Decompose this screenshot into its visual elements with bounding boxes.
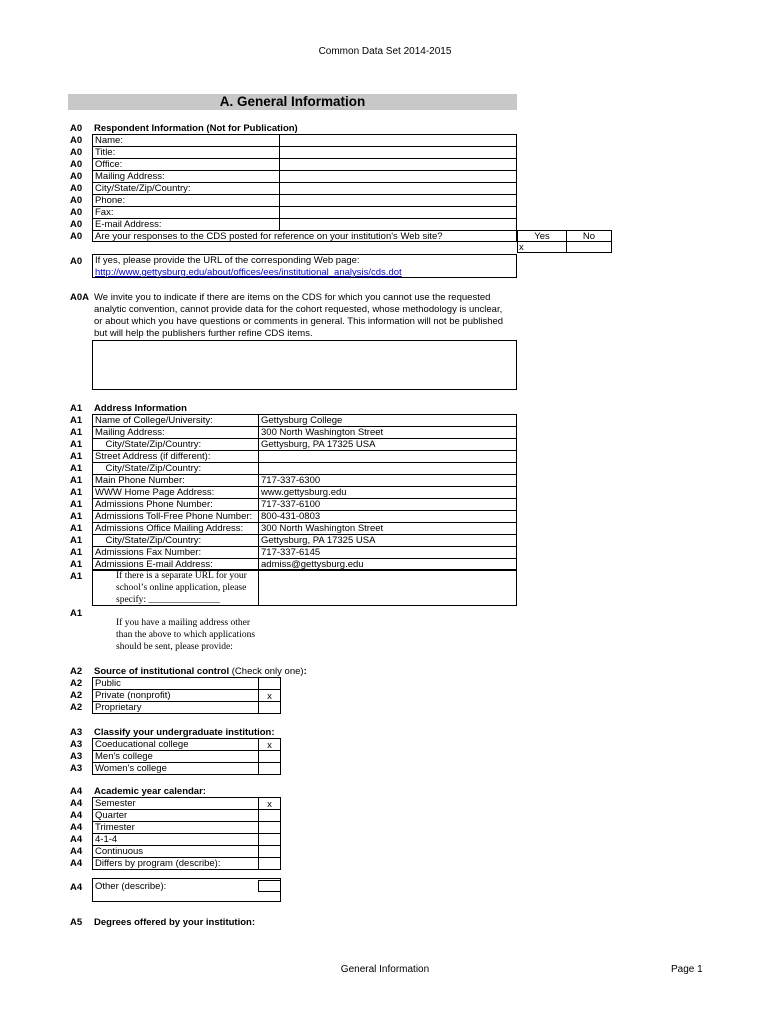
a1-code: A1 — [70, 535, 83, 546]
respondent-field-value[interactable] — [280, 147, 517, 159]
a1-code: A1 — [70, 487, 83, 498]
table-row — [93, 535, 517, 547]
a3-option-code: A3 — [70, 763, 83, 774]
address-field-label: Admissions E-mail Address: — [93, 559, 259, 571]
a2-option-checkbox[interactable] — [258, 701, 281, 714]
respondent-field-value[interactable] — [280, 135, 517, 147]
table-row — [93, 195, 517, 207]
a4-option-label: Continuous — [92, 845, 259, 858]
a3-option-code: A3 — [70, 739, 83, 750]
document-header: Common Data Set 2014-2015 — [318, 46, 452, 57]
online-line-1: If there is a separate URL for your — [116, 571, 247, 581]
url-prompt: If yes, please provide the URL of the corresponding Web page: — [95, 255, 360, 266]
a5-code: A5 — [70, 917, 83, 928]
a4-option-checkbox[interactable] — [258, 857, 281, 870]
a4-option-code: A4 — [70, 810, 83, 821]
a4-option-checkbox[interactable]: x — [258, 797, 281, 810]
section-title: A. General Information — [68, 94, 517, 110]
a0a-paragraph — [94, 292, 524, 340]
a0a-line-2: analytic convention, cannot provide data for the cohort requested, whose methodology is unclear, — [94, 304, 503, 315]
a0-code: A0 — [70, 207, 83, 218]
a2-heading-bold: Source of institutional control — [94, 666, 230, 677]
table-row — [93, 499, 517, 511]
table-row — [93, 547, 517, 559]
online-application-text — [116, 570, 247, 606]
respondent-field-label: City/State/Zip/Country: — [93, 183, 280, 195]
respondent-table — [92, 134, 517, 231]
a3-option-checkbox[interactable]: x — [258, 738, 281, 751]
a0-code: A0 — [70, 183, 83, 194]
online-line-3: specify: _______________ — [116, 595, 220, 605]
a1-code: A1 — [70, 439, 83, 450]
table-row — [93, 475, 517, 487]
a1-code: A1 — [70, 451, 83, 462]
table-row — [93, 451, 517, 463]
respondent-field-value[interactable] — [280, 183, 517, 195]
a1-heading: Address Information — [94, 403, 187, 414]
no-checkbox-cell[interactable] — [566, 241, 612, 253]
a1-code: A1 — [70, 559, 83, 570]
respondent-field-value[interactable] — [280, 171, 517, 183]
a1-code: A1 — [70, 523, 83, 534]
a1-code: A1 — [70, 511, 83, 522]
a4-other-code: A4 — [70, 882, 83, 893]
a0a-line-1: We invite you to indicate if there are items on the CDS for which you cannot use the requested — [94, 292, 491, 303]
a1-alt-code: A1 — [70, 608, 83, 619]
a0-code: A0 — [70, 135, 83, 146]
respondent-field-label: Title: — [93, 147, 280, 159]
table-row — [93, 219, 517, 231]
a4-option-label: Semester — [92, 797, 259, 810]
table-row — [93, 427, 517, 439]
table-row — [93, 415, 517, 427]
address-field-label: Street Address (if different): — [93, 451, 259, 463]
url-cell — [92, 254, 517, 278]
address-field-value[interactable]: 300 North Washington Street — [259, 427, 517, 439]
address-field-value[interactable]: Gettysburg, PA 17325 USA — [259, 439, 517, 451]
address-field-label: City/State/Zip/Country: — [93, 439, 259, 451]
address-field-value[interactable]: Gettysburg College — [259, 415, 517, 427]
a4-option-code: A4 — [70, 822, 83, 833]
a0-code: A0 — [70, 159, 83, 170]
respondent-field-label: Fax: — [93, 207, 280, 219]
address-field-value[interactable]: admiss@gettysburg.edu — [259, 559, 517, 571]
a4-option-label: Quarter — [92, 809, 259, 822]
a3-heading: Classify your undergraduate institution: — [94, 727, 275, 738]
respondent-field-value[interactable] — [280, 195, 517, 207]
a3-heading-code: A3 — [70, 727, 83, 738]
address-field-label: Name of College/University: — [93, 415, 259, 427]
address-field-value[interactable]: 717-337-6300 — [259, 475, 517, 487]
a1-code: A1 — [70, 415, 83, 426]
address-field-value[interactable]: Gettysburg, PA 17325 USA — [259, 535, 517, 547]
a1-code: A1 — [70, 427, 83, 438]
a0a-line-3: or about which you have questions or comments in general. This information will not be published — [94, 316, 504, 327]
a3-option-code: A3 — [70, 751, 83, 762]
address-table — [92, 414, 517, 571]
table-row — [93, 207, 517, 219]
a1-code: A1 — [70, 475, 83, 486]
respondent-field-label: Name: — [93, 135, 280, 147]
address-field-label: Main Phone Number: — [93, 475, 259, 487]
footer-page-number: Page 1 — [671, 964, 703, 975]
table-row — [93, 439, 517, 451]
alt-line-1: If you have a mailing address other — [116, 618, 251, 628]
table-row — [93, 135, 517, 147]
yes-header: Yes — [517, 230, 567, 242]
alt-address-text — [116, 617, 255, 653]
table-row — [93, 463, 517, 475]
a4-option-code: A4 — [70, 858, 83, 869]
a2-heading-colon: : — [303, 666, 307, 677]
address-field-value[interactable] — [259, 451, 517, 463]
yes-checkbox-cell[interactable]: x — [517, 241, 567, 253]
address-field-label: Admissions Phone Number: — [93, 499, 259, 511]
address-field-value[interactable]: 717-337-6100 — [259, 499, 517, 511]
table-row — [93, 523, 517, 535]
respondent-field-label: Office: — [93, 159, 280, 171]
a1-online-code: A1 — [70, 571, 83, 582]
a3-option-checkbox[interactable] — [258, 762, 281, 775]
address-field-value[interactable]: 300 North Washington Street — [259, 523, 517, 535]
a2-option-label: Private (nonprofit) — [92, 689, 259, 702]
table-row — [93, 171, 517, 183]
a0-code: A0 — [70, 147, 83, 158]
address-field-label: Mailing Address: — [93, 427, 259, 439]
a3-option-label: Women's college — [92, 762, 259, 775]
address-field-label: City/State/Zip/Country: — [93, 535, 259, 547]
a4-option-label: Trimester — [92, 821, 259, 834]
a2-heading-rest: (Check only one) — [229, 666, 304, 677]
a4-option-code: A4 — [70, 834, 83, 845]
respondent-field-value[interactable] — [280, 219, 517, 231]
a2-option-checkbox[interactable]: x — [258, 689, 281, 702]
alt-line-2: than the above to which applications — [116, 630, 256, 640]
a0-url-code: A0 — [70, 256, 83, 267]
address-field-label: City/State/Zip/Country: — [93, 463, 259, 475]
a5-heading: Degrees offered by your institution: — [94, 917, 255, 928]
address-field-label: Admissions Office Mailing Address: — [93, 523, 259, 535]
table-row — [93, 511, 517, 523]
a2-option-code: A2 — [70, 678, 83, 689]
address-field-value[interactable]: www.gettysburg.edu — [259, 487, 517, 499]
respondent-field-value[interactable] — [280, 159, 517, 171]
a4-option-label: 4-1-4 — [92, 833, 259, 846]
a1-code: A1 — [70, 499, 83, 510]
posted-question: Are your responses to the CDS posted for reference on your institution's Web site? — [95, 231, 443, 242]
a0a-code: A0A — [70, 292, 90, 303]
a4-heading-code: A4 — [70, 786, 83, 797]
a2-option-label: Public — [92, 677, 259, 690]
comments-box[interactable] — [92, 340, 517, 390]
a4-option-code: A4 — [70, 846, 83, 857]
address-field-value[interactable]: 800-431-0803 — [259, 511, 517, 523]
respondent-field-label: E-mail Address: — [93, 219, 280, 231]
alt-line-3: should be sent, please provide: — [116, 642, 233, 652]
a4-heading: Academic year calendar: — [94, 786, 206, 797]
a0-code: A0 — [70, 171, 83, 182]
table-row — [93, 183, 517, 195]
address-field-value[interactable] — [259, 463, 517, 475]
address-field-label: WWW Home Page Address: — [93, 487, 259, 499]
a0-code: A0 — [70, 195, 83, 206]
cds-url-link[interactable]: http://www.gettysburg.edu/about/offices/ees/institutional_analysis/cds.dot — [95, 267, 402, 278]
a3-option-label: Men's college — [92, 750, 259, 763]
posted-question-cell — [92, 230, 517, 242]
a0-heading: Respondent Information (Not for Publication) — [94, 123, 298, 134]
a4-option-code: A4 — [70, 798, 83, 809]
a4-option-label: Differs by program (describe): — [92, 857, 259, 870]
a0a-line-4: but will help the publishers further refine CDS items. — [94, 328, 313, 339]
a0-posted-code: A0 — [70, 231, 83, 242]
a2-option-code: A2 — [70, 702, 83, 713]
no-header: No — [566, 230, 612, 242]
respondent-field-label: Mailing Address: — [93, 171, 280, 183]
a0-heading-code: A0 — [70, 123, 83, 134]
a0-code: A0 — [70, 219, 83, 230]
other-describe-checkbox[interactable] — [258, 880, 281, 892]
a1-code: A1 — [70, 547, 83, 558]
a2-heading-code: A2 — [70, 666, 83, 677]
table-row — [93, 159, 517, 171]
table-row — [93, 147, 517, 159]
a1-heading-code: A1 — [70, 403, 83, 414]
other-describe-cell — [92, 878, 281, 902]
a2-option-label: Proprietary — [92, 701, 259, 714]
a2-option-code: A2 — [70, 690, 83, 701]
footer-section-name: General Information — [340, 964, 430, 975]
address-field-value[interactable]: 717-337-6145 — [259, 547, 517, 559]
address-field-label: Admissions Fax Number: — [93, 547, 259, 559]
address-field-label: Admissions Toll-Free Phone Number: — [93, 511, 259, 523]
a3-option-label: Coeducational college — [92, 738, 259, 751]
a1-code: A1 — [70, 463, 83, 474]
table-row — [93, 487, 517, 499]
online-line-2: school’s online application, please — [116, 583, 247, 593]
other-describe-label: Other (describe): — [95, 881, 167, 892]
respondent-field-label: Phone: — [93, 195, 280, 207]
respondent-field-value[interactable] — [280, 207, 517, 219]
